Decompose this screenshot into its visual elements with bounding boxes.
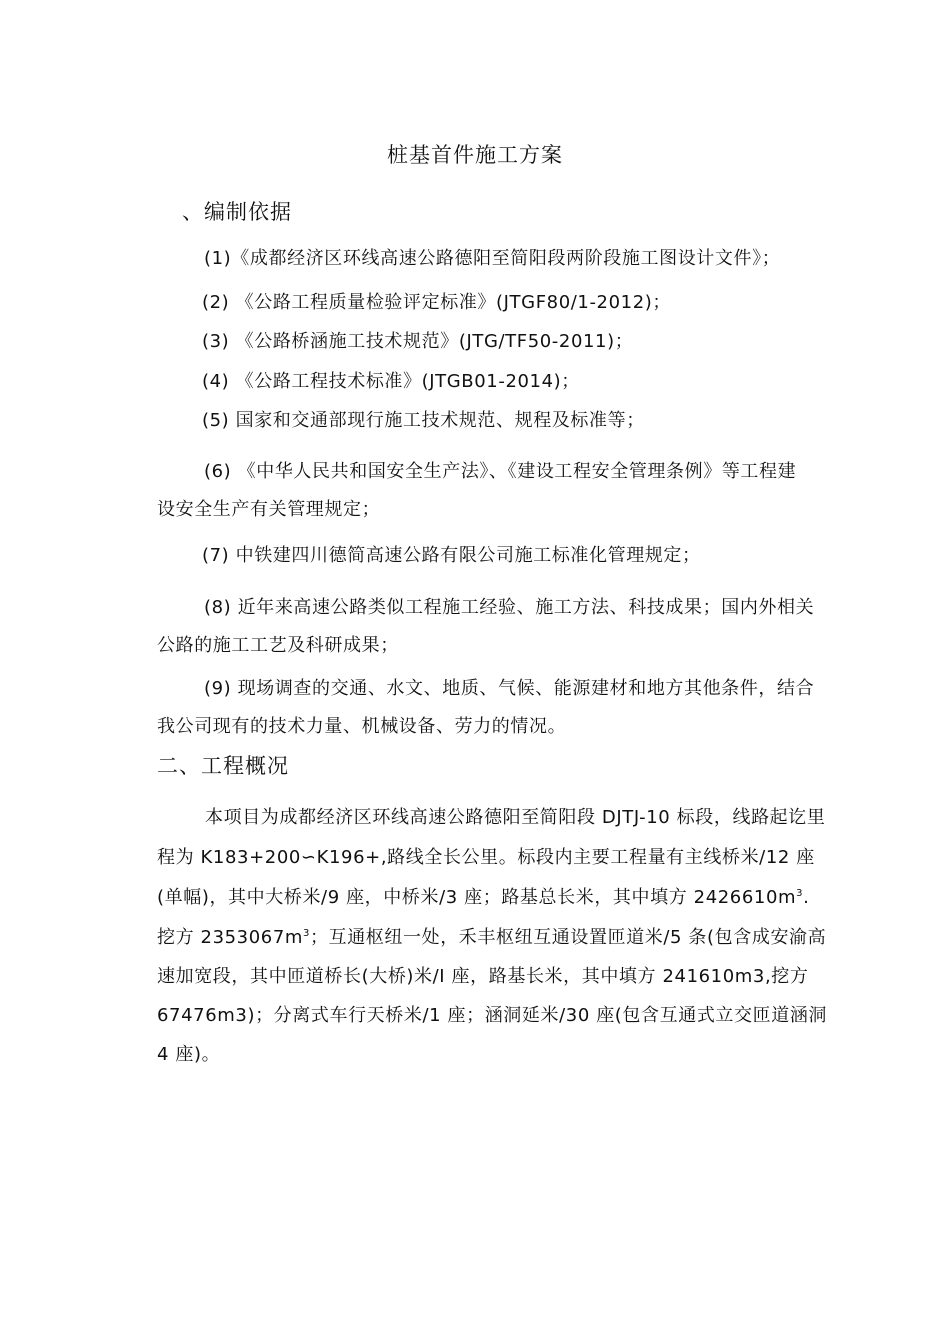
basis-item-5: (5) 国家和交通部现行施工技术规范、规程及标准等； (202, 410, 645, 431)
overview-line-6: 67476m3)；分离式车行天桥米/1 座；涵洞延米/30 座(包含互通式立交匝道涵洞 (157, 1005, 828, 1026)
basis-item-1: (1)《成都经济区环线高速公路德阳至简阳段两阶段施工图设计文件》； (204, 248, 781, 269)
basis-item-8: (8) 近年来高速公路类似工程施工经验、施工方法、科技成果；国内外相关 (204, 597, 815, 618)
basis-item-9: (9) 现场调查的交通、水文、地质、气候、能源建材和地方其他条件，结合 (204, 678, 815, 699)
overview-line-5: 速加宽段，其中匝道桥长(大桥)米/I 座，路基长米，其中填方 241610m3,挖方 (157, 966, 809, 987)
overview-line-7: 4 座)。 (157, 1044, 221, 1065)
overview-line-1: 本项目为成都经济区环线高速公路德阳至简阳段 DJTJ-10 标段，线路起讫里 (205, 807, 826, 828)
basis-item-2: (2) 《公路工程质量检验评定标准》(JTGF80/1-2012)； (202, 292, 671, 313)
basis-item-6: (6) 《中华人民共和国安全生产法》、《建设工程安全管理条例》等工程建 (204, 461, 797, 482)
section-heading-overview: 二、工程概况 (157, 754, 289, 778)
basis-item-3: (3) 《公路桥涵施工技术规范》(JTG/TF50-2011)； (202, 331, 634, 352)
basis-item-8-cont: 公路的施工工艺及科研成果； (157, 635, 399, 656)
overview-line-4: 挖方 $2353067m^3$；互通枢纽一处，禾丰枢纽互通设置匝道米/5 条(包含成安渝高 (157, 927, 827, 948)
basis-item-4: (4) 《公路工程技术标准》(JTGB01-2014)； (202, 371, 580, 392)
basis-item-9-cont: 我公司现有的技术力量、机械设备、劳力的情况。 (157, 716, 567, 737)
document-title: 桩基首件施工方案 (387, 143, 563, 167)
overview-line-2: 程为 K183+200∽K196+,路线全长公里。标段内主要工程量有主线桥米/12 座 (157, 847, 815, 868)
basis-item-6-cont: 设安全生产有关管理规定； (157, 499, 381, 520)
section-heading-basis: 、编制依据 (182, 200, 292, 224)
basis-item-7: (7) 中铁建四川德简高速公路有限公司施工标准化管理规定； (202, 545, 701, 566)
overview-line-3: (单幅)，其中大桥米/9 座，中桥米/3 座；路基总长米，其中填方 $2426610m^3$. (157, 887, 810, 908)
